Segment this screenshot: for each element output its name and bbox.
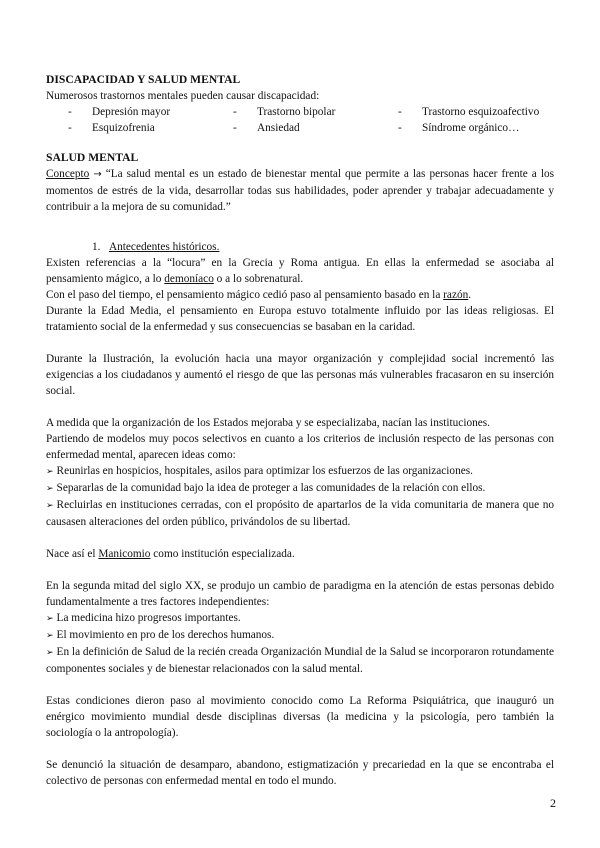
arrow-bullet-icon: ➢ — [46, 614, 54, 624]
heading-text: Antecedentes históricos. — [108, 241, 220, 253]
list-item: - Trastorno esquizoafectivo — [398, 106, 540, 118]
page-number: 2 — [550, 796, 556, 810]
section-intro: Numerosos trastornos mentales pueden causar discapacidad: — [46, 90, 320, 102]
section-title-salud-mental: SALUD MENTAL — [46, 151, 139, 164]
arrow-bullet-icon: ➢ — [46, 501, 54, 511]
list-item: ➢ En la definición de Salud de la recién creada Organización Mundial de la Salud se incorporaron rotundamente componentes sociales y de bienestar relacionados con la salud mental. — [46, 646, 554, 675]
list-item: ➢ El movimiento en pro de los derechos humanos. — [46, 629, 275, 641]
paragraph-enlightenment: Durante la Ilustración, la evolución hacia una mayor organización y complejidad social incrementó las exigencias a los ciudadanos y aumentó el riesgo de que las personas más vulnerables fracasaron en su inserción social. — [46, 353, 554, 397]
paragraph-reason: Con el paso del tiempo, el pensamiento mágico cedió paso al pensamiento basado en la razón. — [46, 289, 472, 301]
dash-bullet: - — [398, 122, 402, 134]
dash-bullet: - — [68, 106, 72, 118]
paragraph-middle-ages: Durante la Edad Media, el pensamiento en Europa estuvo totalmente influido por las ideas religiosas. El tratamiento social de la enfermedad y sus consecuencias se basaban en la caridad. — [46, 305, 554, 333]
list-item: ➢ Separarlas de la comunidad bajo la idea de proteger a las comunidades de la relación con ellos. — [46, 482, 486, 494]
disorders-list — [68, 104, 554, 136]
dash-bullet: - — [233, 122, 237, 134]
paragraph-denunciation: Se denunció la situación de desamparo, abandono, estigmatización y precariedad en la que se encontraba el colectivo de personas con enfermedad mental en todo el mundo. — [46, 759, 554, 787]
dash-bullet: - — [233, 106, 237, 118]
list-item: ➢ Reunirlas en hospicios, hospitales, asilos para optimizar los esfuerzos de las organizaciones. — [46, 465, 473, 477]
arrow-bullet-icon: ➢ — [46, 631, 54, 641]
list-item: - Trastorno bipolar — [233, 106, 336, 118]
arrow-bullet-icon: ➢ — [46, 467, 54, 477]
paragraph-greece-rome: Existen referencias a la “locura” en la Grecia y Roma antigua. En ellas la enfermedad se asociaba al pensamiento mágico, a lo demoníaco o a lo sobrenatural. — [46, 257, 554, 285]
list-item: - Esquizofrenia — [68, 122, 155, 134]
dash-bullet: - — [68, 122, 72, 134]
heading-number: 1. — [92, 241, 101, 253]
list-item: - Ansiedad — [233, 122, 300, 134]
paragraph-manicomio: Nace así el Manicomio como institución especializada. — [46, 548, 295, 560]
right-arrow-icon: → — [93, 169, 102, 180]
paragraph-institutions: A medida que la organización de los Estados mejoraba y se especializaba, nacían las instituciones. — [46, 417, 490, 429]
concept-text: “La salud mental es un estado de bienestar mental que permite a las personas hacer frente a los momentos de estrés de la vida, desarrollar todas sus habilidades, poder aprender y trabajar adecuadamente y contribuir a la mejora de su comunidad.” — [46, 168, 555, 213]
dash-bullet: - — [398, 106, 402, 118]
list-item: - Depresión mayor — [68, 106, 171, 118]
list-item: ➢ Recluirlas en instituciones cerradas, con el propósito de apartarlos de la vida comunitaria de manera que no causasen alteraciones del orden público, privándolos de su libertad. — [46, 499, 554, 528]
paragraph-reform: Estas condiciones dieron paso al movimiento conocido como La Reforma Psiquiátrica, que inauguró un enérgico movimiento mundial desde disciplinas diversas (la medicina y la psicología, pero también la sociología o la antropología). — [46, 695, 554, 739]
list-item: ➢ La medicina hizo progresos importantes. — [46, 612, 241, 624]
concept-label: Concepto — [46, 168, 90, 180]
history-heading — [92, 239, 554, 255]
paragraph-paradigm: En la segunda mitad del siglo XX, se produjo un cambio de paradigma en la atención de estas personas debido fundamentalmente a tres factores independientes: — [46, 580, 554, 608]
paragraph-models: Partiendo de modelos muy pocos selectivos en cuanto a los criterios de inclusión respecto de las personas con enfermedad mental, aparecen ideas como: — [46, 433, 554, 461]
concept-paragraph — [46, 166, 554, 215]
arrow-bullet-icon: ➢ — [46, 648, 54, 658]
section-title-discapacidad: DISCAPACIDAD Y SALUD MENTAL — [46, 73, 241, 86]
arrow-bullet-icon: ➢ — [46, 484, 54, 494]
list-item: - Síndrome orgánico… — [398, 122, 520, 134]
